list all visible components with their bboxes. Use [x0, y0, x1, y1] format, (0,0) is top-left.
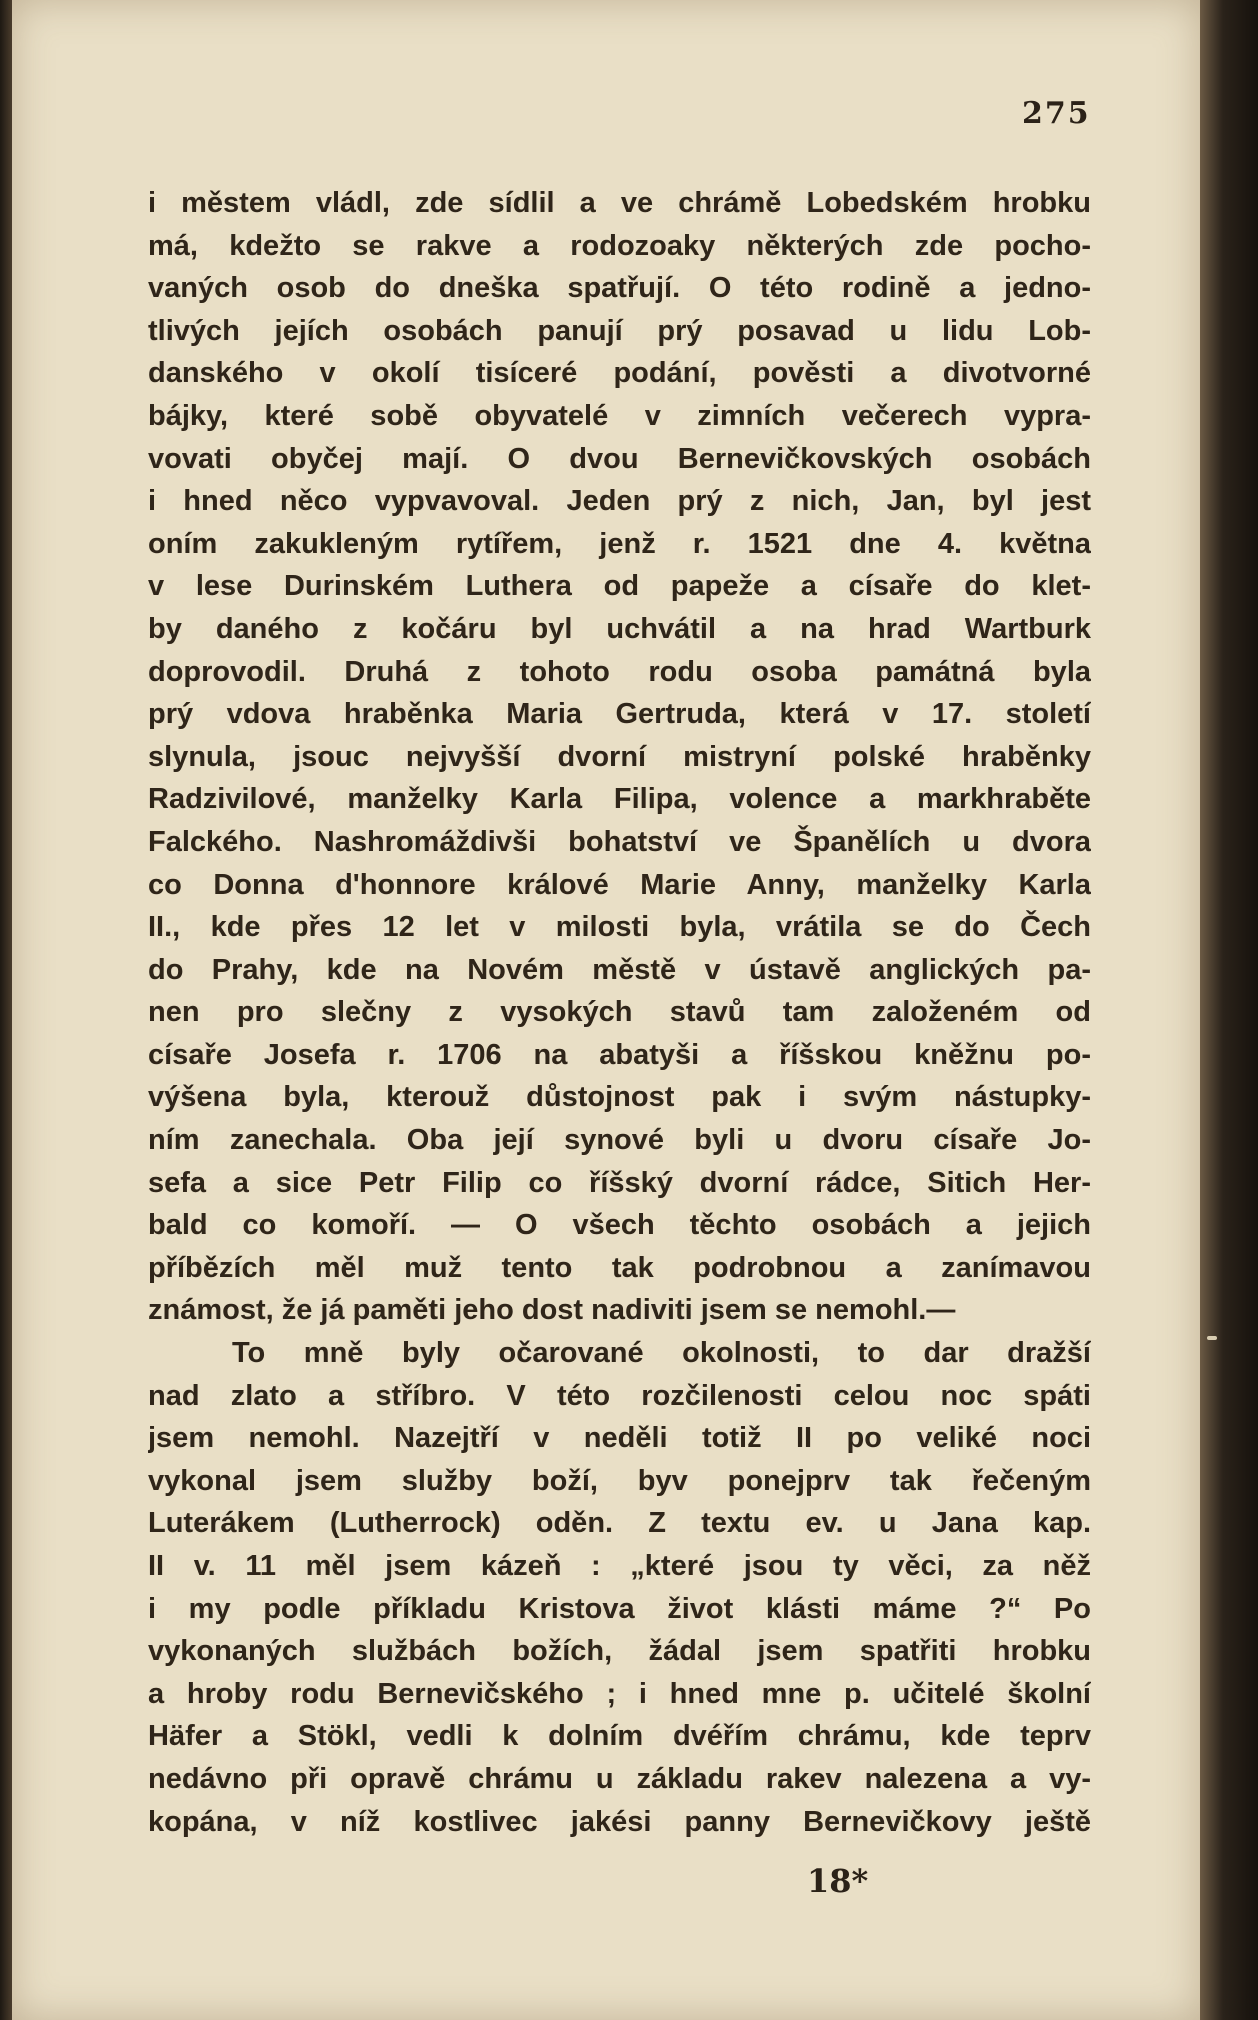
text-line: oním zakukleným rytířem, jenž r. 1521 dne 4. května	[148, 527, 1091, 560]
text-line: ním zanechala. Oba její synové byli u dvoru císaře Jo-	[148, 1124, 1091, 1157]
text-line: má, kdežto se rakve a rodozoaky některých zde pocho-	[148, 229, 1091, 262]
text-line: jsem nemohl. Nazejtří v neděli totiž II po veliké noci	[148, 1422, 1091, 1455]
text-line: císaře Josefa r. 1706 na abatyši a říšskou kněžnu po-	[148, 1038, 1091, 1071]
paragraph-end-line: známost, že já paměti jeho dost nadiviti jsem se nemohl.—	[148, 1294, 956, 1327]
paper-speck	[1207, 1336, 1217, 1340]
text-line: vovati obyčej mají. O dvou Bernevičkovských osobách	[148, 442, 1091, 475]
text-line: i my podle příkladu Kristova život klásti máme ?“ Po	[148, 1592, 1091, 1625]
text-line: Luterákem (Lutherrock) oděn. Z textu ev. u Jana kap.	[148, 1507, 1091, 1540]
signature-mark: 18*	[807, 1862, 869, 1900]
book-page	[12, 0, 1200, 2020]
text-line: vykonaných službách božích, žádal jsem spatřiti hrobku	[148, 1635, 1091, 1668]
text-line: výšena byla, kterouž důstojnost pak i svým nástupky-	[148, 1081, 1091, 1114]
text-line: v lese Durinském Luthera od papeže a císaře do klet-	[148, 570, 1091, 603]
text-line: II v. 11 měl jsem kázeň : „které jsou ty věci, za něž	[148, 1550, 1091, 1582]
text-line: i hned něco vypvavoval. Jeden prý z nich, Jan, byl jest	[148, 485, 1091, 518]
text-line: sefa a sice Petr Filip co říšský dvorní rádce, Sitich Her-	[148, 1166, 1091, 1199]
text-line: vykonal jsem služby boží, byv ponejprv tak řečeným	[148, 1464, 1091, 1497]
text-line: slynula, jsouc nejvyšší dvorní mistryní polské hraběnky	[148, 740, 1091, 773]
text-line: bájky, které sobě obyvatelé v zimních večerech vypra-	[148, 399, 1091, 432]
body-text	[148, 182, 1091, 1843]
text-line: i městem vládl, zde sídlil a ve chrámě Lobedském hrobku	[148, 187, 1091, 219]
text-line: danského v okolí tisíceré podání, pověsti a divotvorné	[148, 357, 1091, 390]
page-number: 275	[1022, 96, 1091, 131]
text-line: a hroby rodu Bernevičského ; i hned mne p. učitelé školní	[148, 1677, 1091, 1710]
text-line: doprovodil. Druhá z tohoto rodu osoba památná byla	[148, 655, 1091, 688]
text-line: II., kde přes 12 let v milosti byla, vrátila se do Čech	[148, 911, 1091, 944]
paragraph-start-line: To mně byly očarované okolnosti, to dar dražší	[232, 1337, 1091, 1370]
text-line: Radzivilové, manželky Karla Filipa, volence a markhraběte	[148, 783, 1091, 816]
text-line: bald co komoří. — O všech těchto osobách a jejich	[148, 1209, 1091, 1242]
book-gutter-edge	[0, 0, 12, 2020]
text-line: prý vdova hraběnka Maria Gertruda, která v 17. století	[148, 698, 1091, 731]
text-line: nad zlato a stříbro. V této rozčilenosti celou noc spáti	[148, 1379, 1091, 1412]
book-fore-edge	[1200, 0, 1258, 2020]
text-line: tlivých jejích osobách panují prý posavad u lidu Lob-	[148, 314, 1091, 347]
text-line: vaných osob do dneška spatřují. O této rodině a jedno-	[148, 272, 1091, 305]
text-line: Häfer a Stökl, vedli k dolním dvéřím chrámu, kde teprv	[148, 1720, 1091, 1753]
text-line: by daného z kočáru byl uchvátil a na hrad Wartburk	[148, 612, 1091, 645]
text-line: do Prahy, kde na Novém městě v ústavě anglických pa-	[148, 953, 1091, 986]
text-line: kopána, v níž kostlivec jakési panny Bernevičkovy ještě	[148, 1805, 1091, 1838]
text-line: příbězích měl muž tento tak podrobnou a zanímavou	[148, 1251, 1091, 1284]
text-line: nen pro slečny z vysokých stavů tam založeném od	[148, 996, 1091, 1029]
text-line: nedávno při opravě chrámu u základu rakev nalezena a vy-	[148, 1762, 1091, 1795]
text-line: co Donna d'honnore králové Marie Anny, manželky Karla	[148, 868, 1091, 901]
text-line: Falckého. Nashromáždivši bohatství ve Španělích u dvora	[148, 825, 1091, 858]
